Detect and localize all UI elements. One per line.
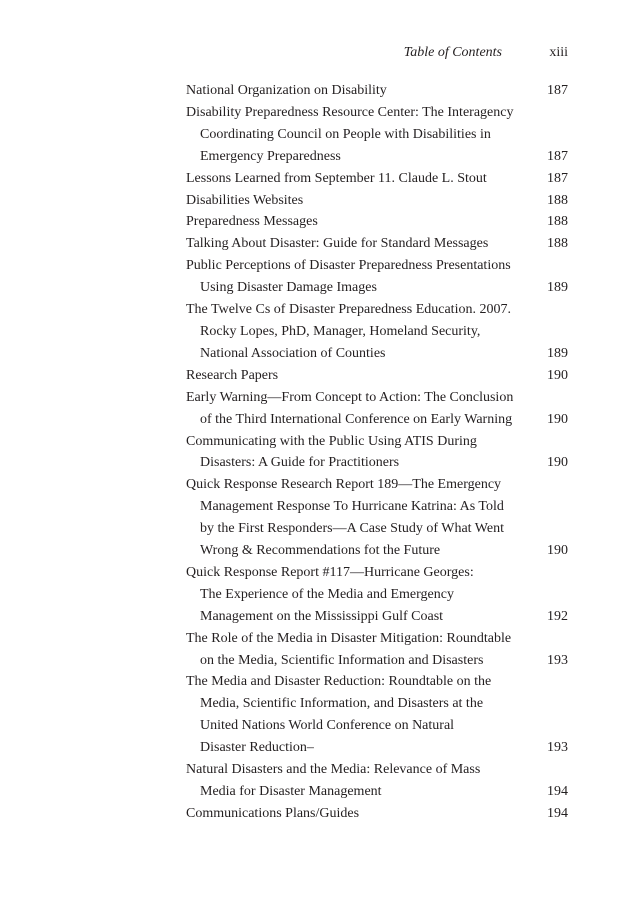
toc-entry-title-line: of the Third International Conference on Early Warning xyxy=(200,411,513,427)
toc-entry xyxy=(186,80,568,102)
toc-entry-title-line: Rocky Lopes, PhD, Manager, Homeland Security, xyxy=(200,323,481,339)
toc-entry-title-line: The Media and Disaster Reduction: Roundtable on the xyxy=(186,674,492,690)
toc-entry xyxy=(186,233,568,255)
toc-entry-title-line: Quick Response Research Report 189—The Emergency xyxy=(186,477,502,493)
toc-entry-page-number: 187 xyxy=(547,83,568,98)
toc-entry-page-number: 190 xyxy=(547,455,568,471)
toc-entry-page-number: 193 xyxy=(547,652,568,668)
toc-entry-title-line: on the Media, Scientific Information and Disasters xyxy=(200,652,484,668)
toc-entry-page-number: 189 xyxy=(547,345,568,361)
page-number: xiii xyxy=(549,45,568,60)
toc-entry xyxy=(186,671,568,759)
toc-entry-page-number: 188 xyxy=(547,236,568,252)
toc-entry-title-line: Disasters: A Guide for Practitioners xyxy=(200,455,400,471)
toc-entry-title-line: Communicating with the Public Using ATIS During xyxy=(186,433,477,449)
toc-entry xyxy=(186,628,568,672)
toc-entry-title-line: Lessons Learned from September 11. Claude L. Stout xyxy=(186,170,487,186)
toc-entry-page-number: 189 xyxy=(547,280,568,296)
toc-entry-title-line: Research Papers xyxy=(186,367,279,383)
toc-entry xyxy=(186,211,568,233)
toc-entry-title-line: National Association of Counties xyxy=(200,345,386,361)
table-of-contents xyxy=(186,80,568,825)
toc-entry-title-line: Media, Scientific Information, and Disasters at the xyxy=(200,696,484,712)
toc-entry-page-number: 188 xyxy=(547,214,568,230)
toc-entry-title-line: Communications Plans/Guides xyxy=(186,805,360,821)
toc-entry xyxy=(186,474,568,562)
toc-entry xyxy=(186,387,568,431)
toc-entry-title-line: United Nations World Conference on Natural xyxy=(200,718,455,734)
toc-entry-title-line: National Organization on Disability xyxy=(186,83,387,98)
toc-entry-page-number: 190 xyxy=(547,411,568,427)
toc-entry-page-number: 190 xyxy=(547,367,568,383)
toc-entry-title-line: Disaster Reduction– xyxy=(200,740,314,756)
running-head-title: Table of Contents xyxy=(403,45,502,60)
toc-entry xyxy=(186,168,568,190)
toc-entry-page-number: 193 xyxy=(547,740,568,756)
toc-entry-title-line: Talking About Disaster: Guide for Standard Messages xyxy=(186,236,489,252)
toc-entry xyxy=(186,190,568,212)
toc-entry-title-line: The Twelve Cs of Disaster Preparedness Education. 2007. xyxy=(186,302,511,318)
toc-entry xyxy=(186,562,568,628)
toc-entry-title-line: Quick Response Report #117—Hurricane Georges: xyxy=(186,564,474,580)
toc-entry-title-line: Early Warning—From Concept to Action: The Conclusion xyxy=(186,389,514,405)
toc-entry-page-number: 188 xyxy=(547,192,568,208)
toc-entry xyxy=(186,759,568,803)
toc-entry-page-number: 190 xyxy=(547,543,568,559)
toc-entry-title-line: Natural Disasters and the Media: Relevance of Mass xyxy=(186,762,481,778)
toc-entry-page-number: 194 xyxy=(547,784,568,799)
running-head xyxy=(186,45,568,65)
toc-entry-title-line: Coordinating Council on People with Disabilities in xyxy=(200,126,491,142)
toc-entry-page-number: 187 xyxy=(547,148,568,164)
toc-entry-title-line: Management Response To Hurricane Katrina: As Told xyxy=(200,499,504,515)
toc-entry-title-line: Preparedness Messages xyxy=(186,214,318,230)
toc-entry-title-line: Management on the Mississippi Gulf Coast xyxy=(200,608,444,624)
toc-entry xyxy=(186,299,568,365)
toc-entry-title-line: Disability Preparedness Resource Center: The Interagency xyxy=(186,104,514,120)
toc-entry-title-line: The Experience of the Media and Emergency xyxy=(200,586,454,602)
toc-entry-page-number: 192 xyxy=(547,608,568,624)
toc-entry-page-number: 194 xyxy=(547,805,568,821)
toc-entry-title-line: The Role of the Media in Disaster Mitigation: Roundtable xyxy=(186,630,512,646)
toc-entry xyxy=(186,365,568,387)
toc-entry-page-number: 187 xyxy=(547,170,568,186)
toc-entry xyxy=(186,255,568,299)
toc-entry xyxy=(186,102,568,168)
toc-entry-title-line: Disabilities Websites xyxy=(186,192,304,208)
toc-entry-title-line: Emergency Preparedness xyxy=(200,148,341,164)
toc-entry xyxy=(186,431,568,475)
toc-entry-title-line: Using Disaster Damage Images xyxy=(200,280,377,296)
toc-entry xyxy=(186,803,568,825)
toc-entry-title-line: Public Perceptions of Disaster Preparedness Presentations xyxy=(186,258,511,274)
toc-entry-title-line: Wrong & Recommendations fot the Future xyxy=(200,543,441,559)
toc-entry-title-line: Media for Disaster Management xyxy=(200,784,382,799)
toc-entry-title-line: by the First Responders—A Case Study of What Went xyxy=(200,521,505,537)
